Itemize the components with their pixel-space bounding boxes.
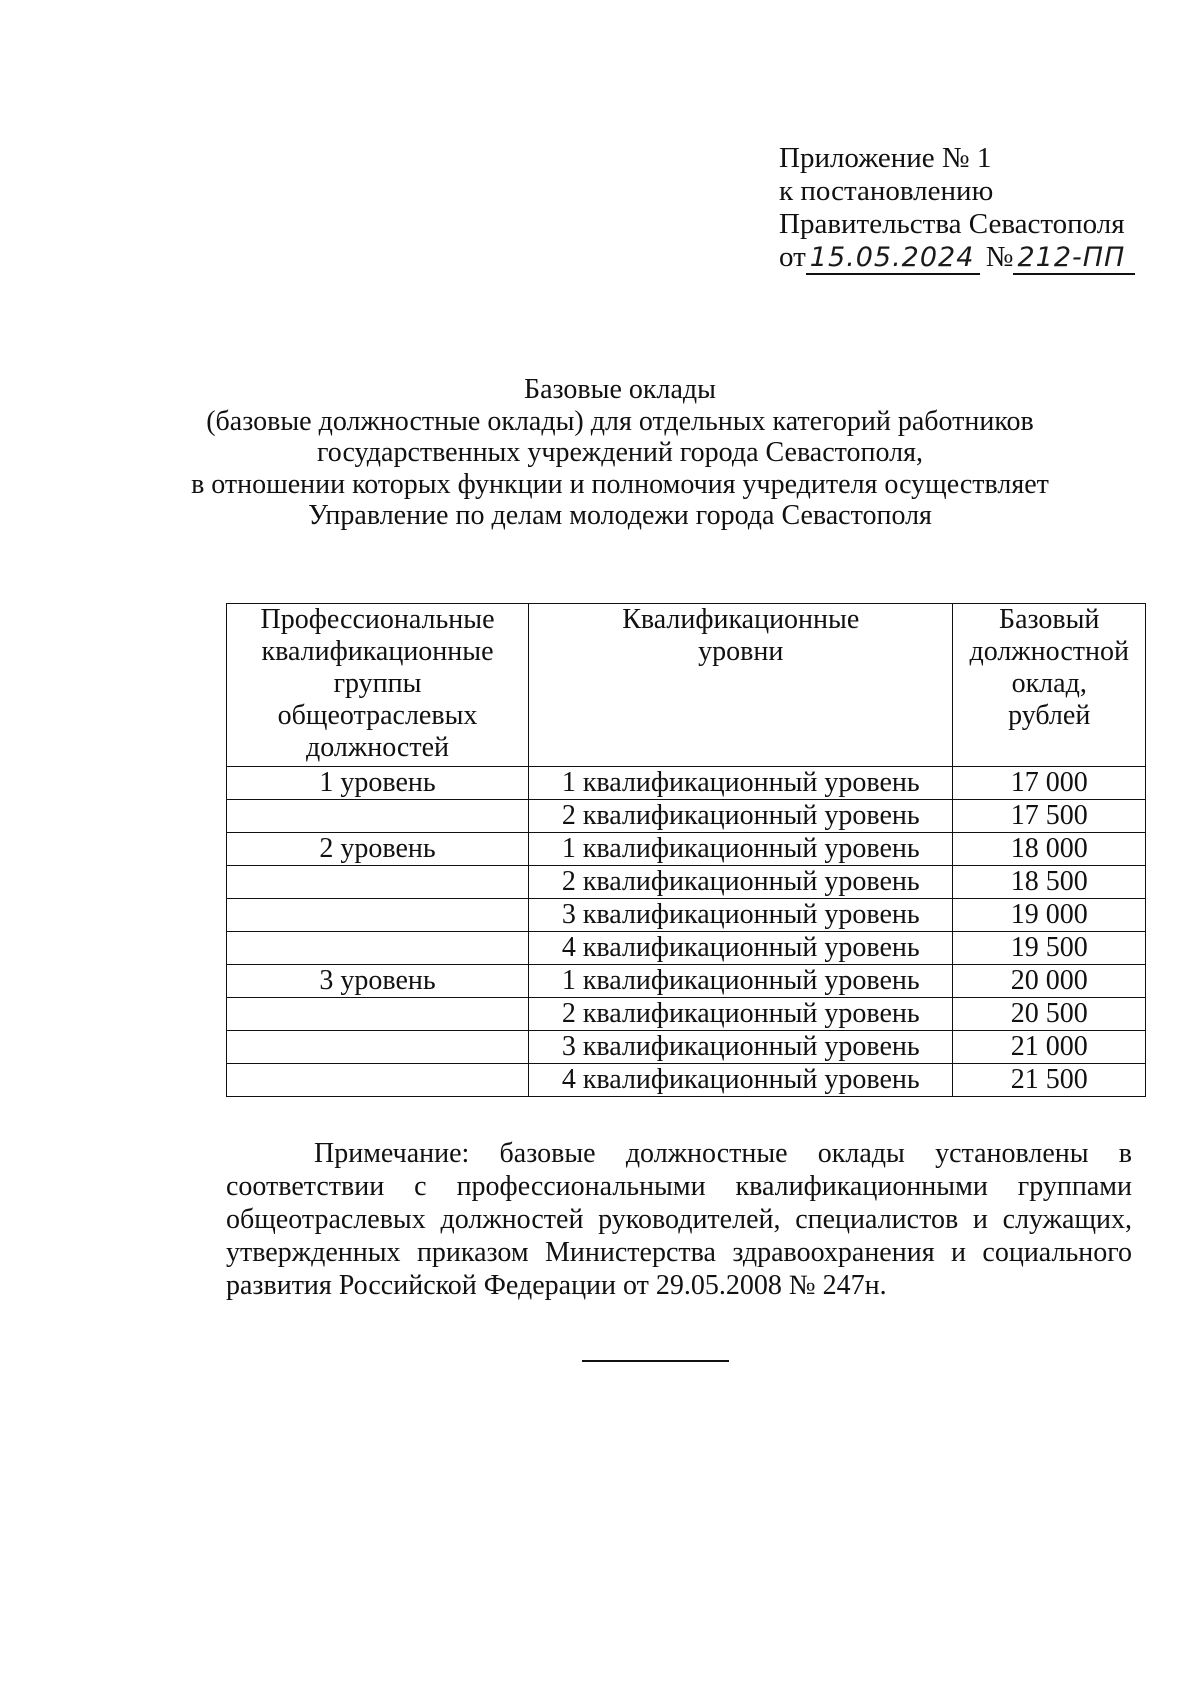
salary-cell: 21 000 (953, 1031, 1146, 1064)
header-base-salary: Базовый должностной оклад, рублей (953, 604, 1146, 767)
salary-cell: 21 500 (953, 1064, 1146, 1097)
level-cell: 4 квалификационный уровень (529, 932, 953, 965)
level-cell: 1 квалификационный уровень (529, 965, 953, 998)
salary-table (226, 603, 1146, 1097)
table-row (227, 767, 1146, 800)
date-prefix: от (779, 241, 806, 273)
table-row (227, 899, 1146, 932)
salary-cell: 20 500 (953, 998, 1146, 1031)
title-line: (базовые должностные оклады) для отдельных категорий работников (206, 405, 1034, 437)
table-row (227, 1064, 1146, 1097)
group-cell (227, 932, 529, 965)
table-row (227, 866, 1146, 899)
title-line: государственных учреждений города Севастополя, (316, 437, 923, 468)
salary-cell: 19 500 (953, 932, 1146, 965)
title-line: Управление по делам молодежи города Севастополя (308, 500, 932, 531)
table-row (227, 833, 1146, 866)
table-row (227, 1031, 1146, 1064)
end-divider (582, 1360, 729, 1362)
table-row (227, 932, 1146, 965)
annex-block (779, 142, 1135, 275)
salary-cell: 18 500 (953, 866, 1146, 899)
level-cell: 2 квалификационный уровень (529, 866, 953, 899)
group-cell (227, 1064, 529, 1097)
group-cell: 3 уровень (227, 965, 529, 998)
level-cell: 2 квалификационный уровень (529, 998, 953, 1031)
handwritten-number: 212-ПП (1013, 243, 1135, 275)
group-cell (227, 800, 529, 833)
annex-authority: Правительства Севастополя (779, 208, 1125, 240)
title-line: в отношении которых функции и полномочия учредителя осуществляет (191, 468, 1049, 500)
salary-cell: 19 000 (953, 899, 1146, 932)
table-row (227, 998, 1146, 1031)
header-qualification-levels: Квалификационные уровни (529, 604, 953, 767)
level-cell: 1 квалификационный уровень (529, 767, 953, 800)
salary-cell: 18 000 (953, 833, 1146, 866)
annex-reference: к постановлению (779, 175, 994, 207)
number-prefix: № (985, 241, 1014, 273)
level-cell: 3 квалификационный уровень (529, 899, 953, 932)
salary-cell: 20 000 (953, 965, 1146, 998)
salary-cell: 17 000 (953, 767, 1146, 800)
level-cell: 3 квалификационный уровень (529, 1031, 953, 1064)
group-cell (227, 998, 529, 1031)
table-row (227, 800, 1146, 833)
note-paragraph: Примечание: базовые должностные оклады установлены в соответствии с профессиональными квалификационными группами общеотраслевых должностей руководителей, специалистов и служащих, утвержденных приказом Министерства здравоохранения и социального развития Российской Федерации от 29.05.2008 № 247н. (226, 1138, 1132, 1301)
level-cell: 2 квалификационный уровень (529, 800, 953, 833)
handwritten-date: 15.05.2024 (806, 243, 980, 275)
table-row (227, 965, 1146, 998)
annex-date-number-line (779, 241, 1135, 275)
document-title (140, 374, 1100, 532)
salary-cell: 17 500 (953, 800, 1146, 833)
level-cell: 4 квалификационный уровень (529, 1064, 953, 1097)
annex-title: Приложение № 1 (779, 142, 992, 174)
group-cell: 1 уровень (227, 767, 529, 800)
group-cell (227, 899, 529, 932)
table-header-row (227, 604, 1146, 767)
title-line: Базовые оклады (524, 374, 716, 405)
header-professional-groups: Профессиональные квалификационные группы общеотраслевых должностей (227, 604, 529, 767)
group-cell (227, 866, 529, 899)
level-cell: 1 квалификационный уровень (529, 833, 953, 866)
group-cell: 2 уровень (227, 833, 529, 866)
group-cell (227, 1031, 529, 1064)
